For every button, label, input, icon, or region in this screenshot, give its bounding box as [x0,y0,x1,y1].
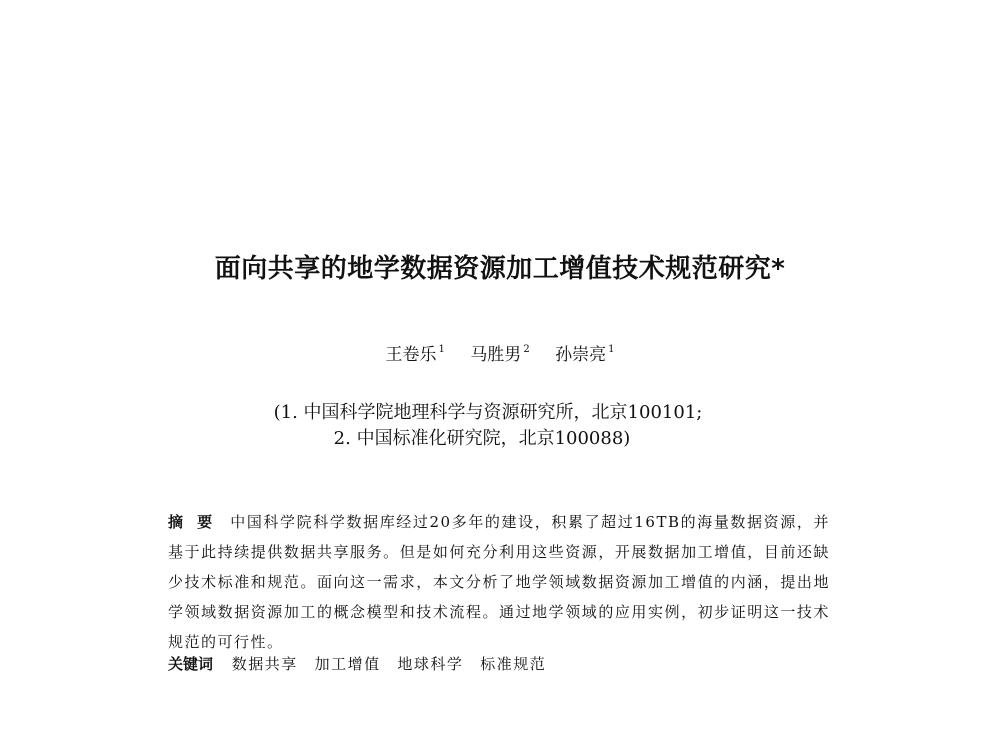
abstract-text: 中国科学院科学数据库经过20多年的建设，积累了超过16TB的海量数据资源，并基于此持续提供数据共享服务。但是如何充分利用这些资源，开展数据加工增值，目前还缺少技术标准和规范。面向这一需求，本文分析了地学领域数据资源加工增值的内涵，提出地学领域数据资源加工的概念模型和技术流程。通过地学领域的应用实例，初步证明这一技术规范的可行性。 [168,513,830,651]
author-list [0,340,1000,365]
keyword: 数据共享 [231,655,298,673]
keyword: 地球科学 [397,655,464,673]
author-affiliation-mark: 2 [523,344,530,355]
affiliation-line: 2. 中国标准化研究院，北京100088) [333,428,631,449]
keywords [168,653,558,674]
keywords-label: 关键词 [168,655,214,673]
paper-title: 面向共享的地学数据资源加工增值技术规范研究* [214,254,786,284]
author-name: 马胜男 [470,345,522,365]
author [555,345,614,365]
keyword: 标准规范 [480,655,547,673]
author-name: 孙崇亮 [555,345,607,365]
author [386,345,445,365]
keyword: 加工增值 [314,655,381,673]
abstract [168,507,830,657]
author [470,345,529,365]
author-affiliation-mark: 1 [438,344,445,355]
abstract-label: 摘要 [168,513,227,531]
affiliation-line: (1. 中国科学院地理科学与资源研究所，北京100101; [273,402,703,423]
author-affiliation-mark: 1 [608,344,615,355]
author-name: 王卷乐 [385,345,437,365]
